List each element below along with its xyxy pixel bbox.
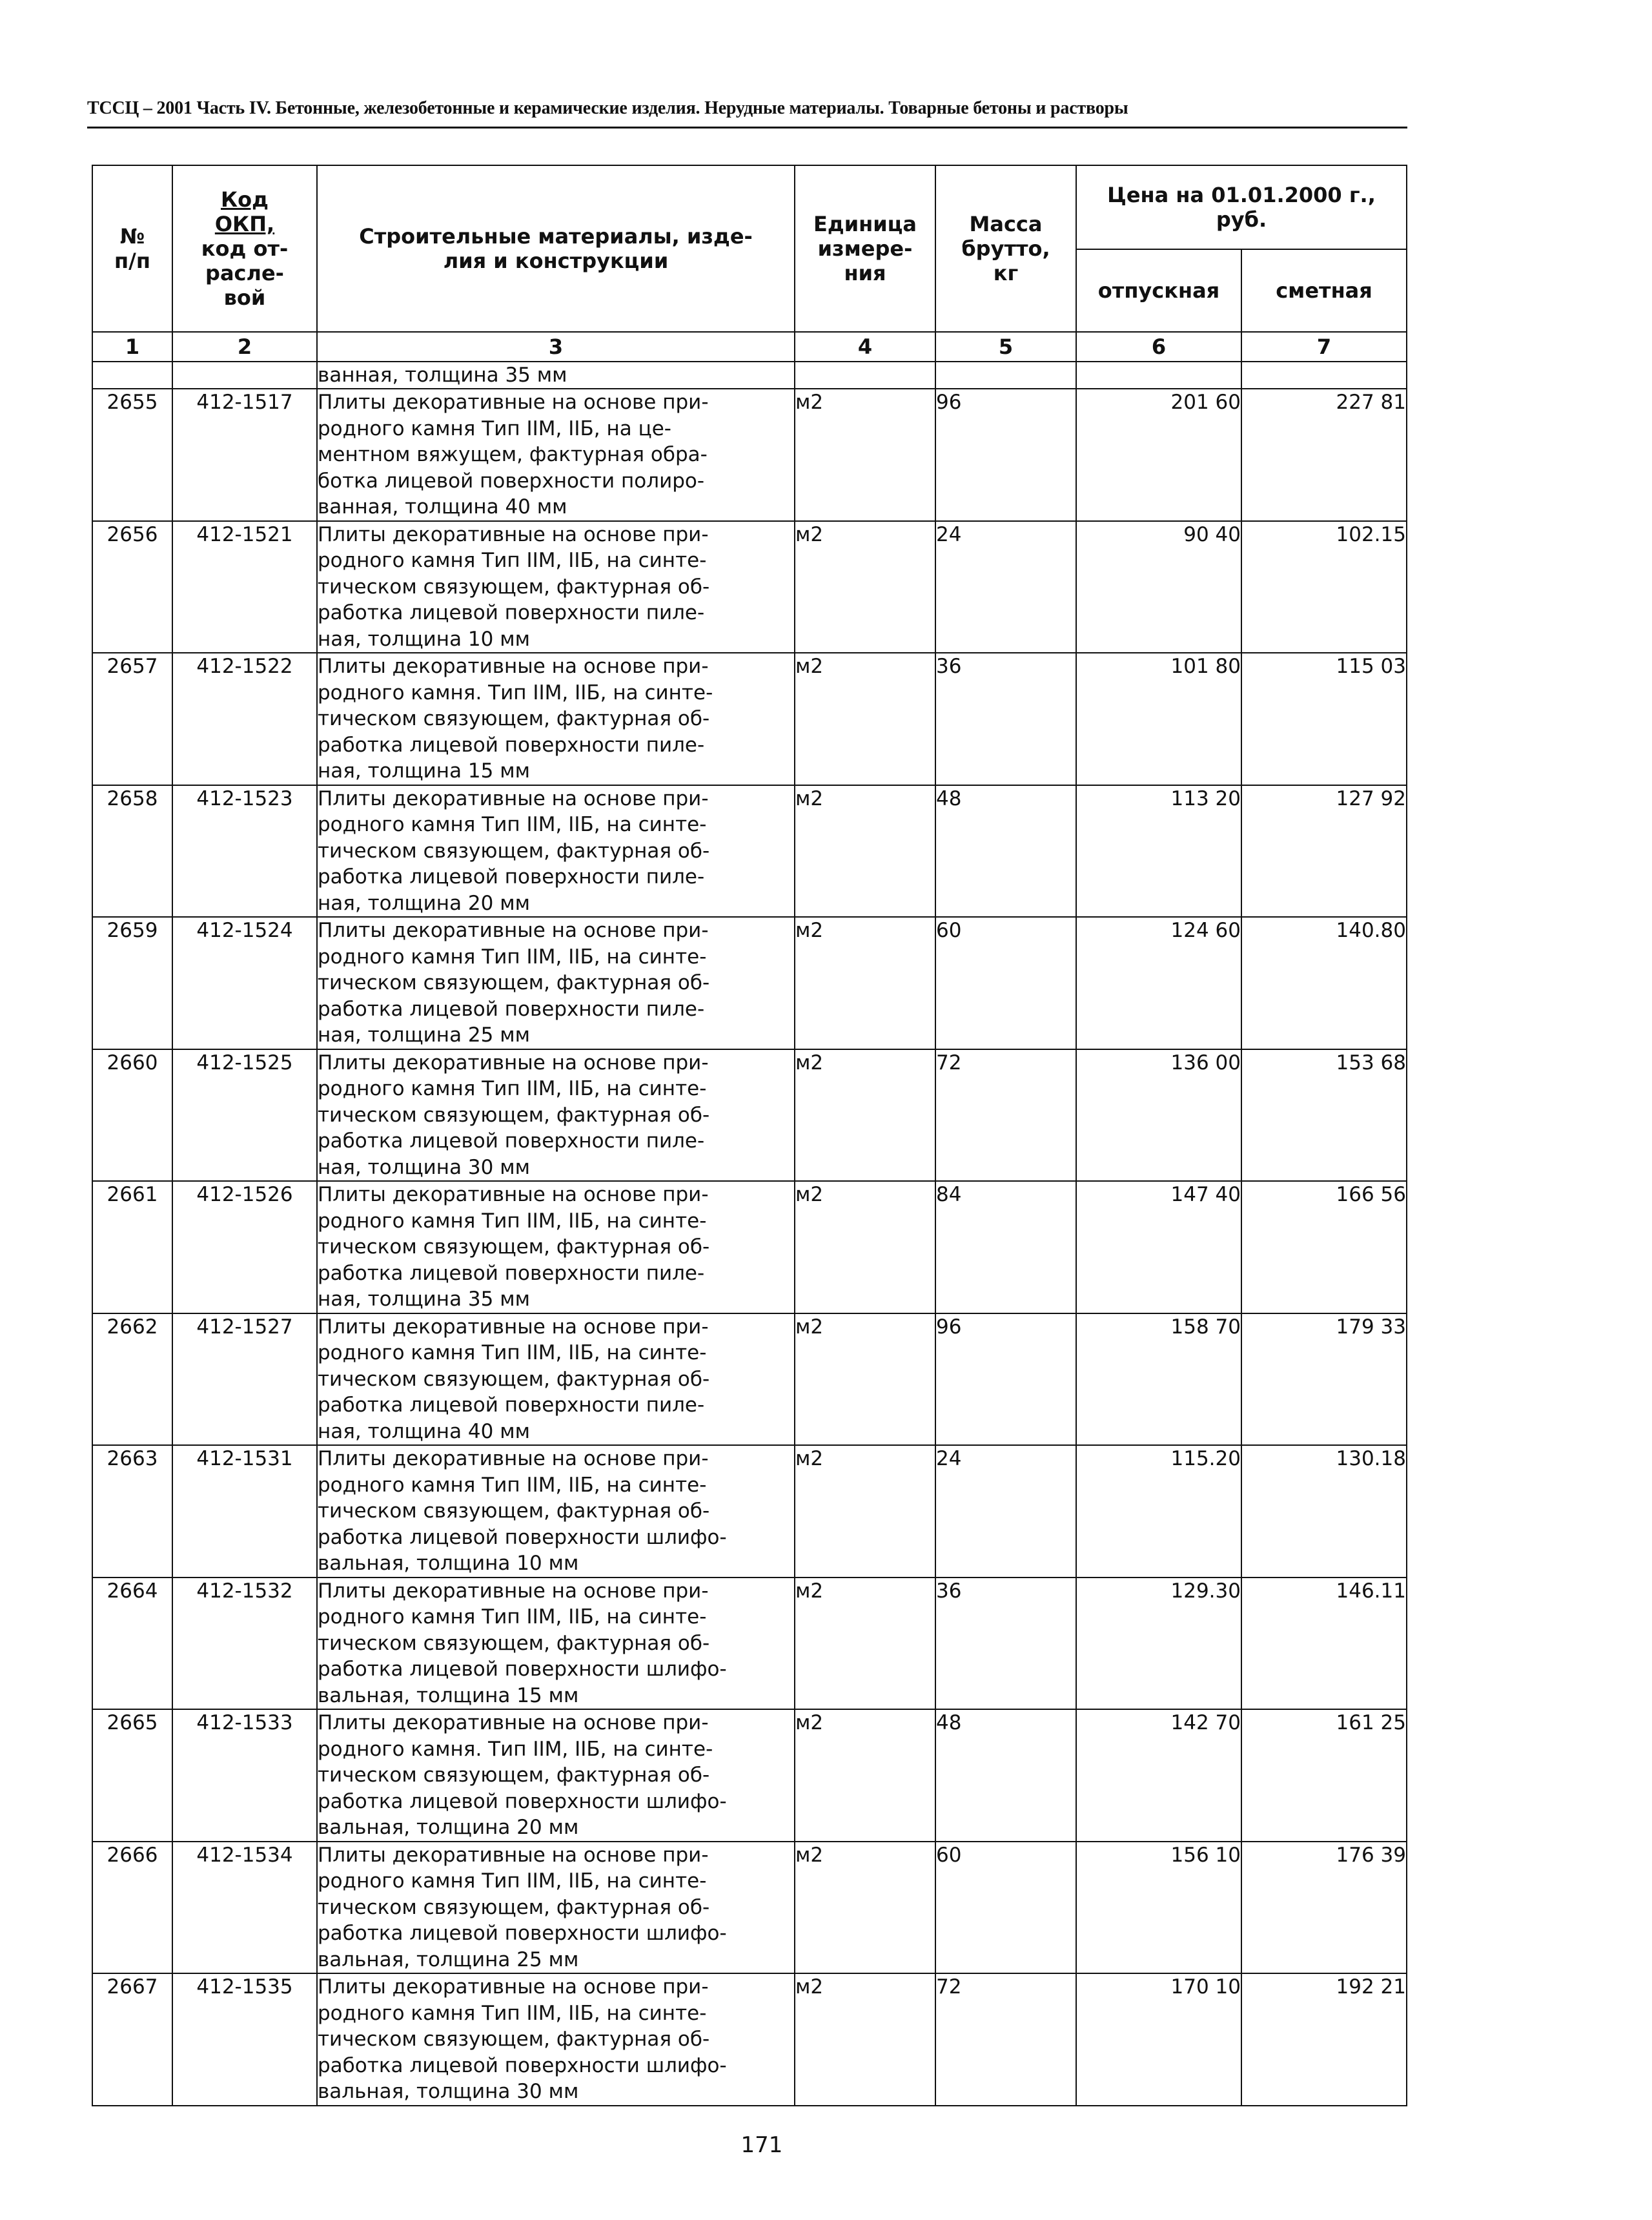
material-description: Плиты декоративные на основе при- родного камня Тип IIМ, IIБ, на це- ментном вяжущем, фактурная обра- ботка лицевой поверхности полиро- ванная, толщина 40 мм <box>317 389 795 521</box>
running-header: ТССЦ – 2001 Часть IV. Бетонные, железобетонные и керамические изделия. Нерудные материалы. Товарные бетоны и растворы <box>87 98 1128 118</box>
header-unit: Единица измере- ния <box>795 165 935 332</box>
empty-cell <box>795 362 935 389</box>
header-price-group: Цена на 01.01.2000 г., руб. <box>1076 165 1407 249</box>
release-price: 124 60 <box>1076 917 1241 1049</box>
gross-mass: 36 <box>935 653 1076 785</box>
gross-mass: 72 <box>935 1973 1076 2106</box>
material-description: Плиты декоративные на основе при- родного камня Тип IIМ, IIБ, на синте- тическом связующем, фактурная об- работка лицевой поверхности пиле- ная, толщина 25 мм <box>317 917 795 1049</box>
material-description: Плиты декоративные на основе при- родного камня Тип IIМ, IIБ, на синте- тическом связующем, фактурная об- работка лицевой поверхности пиле- ная, толщина 40 мм <box>317 1313 795 1446</box>
empty-cell <box>172 362 317 389</box>
material-description: Плиты декоративные на основе при- родного камня Тип IIМ, IIБ, на синте- тическом связующем, фактурная об- работка лицевой поверхности пиле- ная, толщина 10 мм <box>317 521 795 653</box>
estimate-price: 153 68 <box>1241 1049 1407 1182</box>
material-description: Плиты декоративные на основе при- родного камня Тип IIМ, IIБ, на синте- тическом связующем, фактурная об- работка лицевой поверхности шлифо- вальная, толщина 15 мм <box>317 1578 795 1710</box>
unit-of-measure: м2 <box>795 1445 935 1578</box>
gross-mass: 36 <box>935 1578 1076 1710</box>
okp-code: 412-1527 <box>172 1313 317 1446</box>
unit-of-measure: м2 <box>795 1313 935 1446</box>
unit-of-measure: м2 <box>795 389 935 521</box>
unit-of-measure: м2 <box>795 1973 935 2106</box>
release-price: 158 70 <box>1076 1313 1241 1446</box>
table-row <box>92 1973 1407 2106</box>
table-row <box>92 917 1407 1049</box>
header-mass: Масса брутто, кг <box>935 165 1076 332</box>
row-number: 2659 <box>92 917 172 1049</box>
gross-mass: 72 <box>935 1049 1076 1182</box>
column-number: 7 <box>1241 332 1407 362</box>
row-number: 2660 <box>92 1049 172 1182</box>
estimate-price: 127 92 <box>1241 785 1407 918</box>
release-price: 101 80 <box>1076 653 1241 785</box>
release-price: 156 10 <box>1076 1842 1241 1974</box>
material-description: Плиты декоративные на основе при- родного камня Тип IIМ, IIБ, на синте- тическом связующем, фактурная об- работка лицевой поверхности шлифо- вальная, толщина 30 мм <box>317 1973 795 2106</box>
unit-of-measure: м2 <box>795 785 935 918</box>
table-row <box>92 1842 1407 1974</box>
release-price: 142 70 <box>1076 1709 1241 1842</box>
okp-code: 412-1534 <box>172 1842 317 1974</box>
header-okp-code-sub: код от- расле- вой <box>201 236 289 310</box>
unit-of-measure: м2 <box>795 1181 935 1313</box>
unit-of-measure: м2 <box>795 1842 935 1974</box>
gross-mass: 60 <box>935 1842 1076 1974</box>
gross-mass: 60 <box>935 917 1076 1049</box>
column-number-row <box>92 332 1407 362</box>
table-row <box>92 1445 1407 1578</box>
gross-mass: 96 <box>935 389 1076 521</box>
unit-of-measure: м2 <box>795 917 935 1049</box>
gross-mass: 84 <box>935 1181 1076 1313</box>
okp-code: 412-1523 <box>172 785 317 918</box>
material-description: Плиты декоративные на основе при- родного камня Тип IIМ, IIБ, на синте- тическом связующем, фактурная об- работка лицевой поверхности шлифо- вальная, толщина 10 мм <box>317 1445 795 1578</box>
row-number: 2665 <box>92 1709 172 1842</box>
material-description: Плиты декоративные на основе при- родного камня Тип IIМ, IIБ, на синте- тическом связующем, фактурная об- работка лицевой поверхности пиле- ная, толщина 35 мм <box>317 1181 795 1313</box>
column-number: 2 <box>172 332 317 362</box>
continuation-text: ванная, толщина 35 мм <box>317 362 795 389</box>
okp-code: 412-1526 <box>172 1181 317 1313</box>
release-price: 201 60 <box>1076 389 1241 521</box>
table-row <box>92 1313 1407 1446</box>
material-description: Плиты декоративные на основе при- родного камня. Тип IIМ, IIБ, на синте- тическом связующем, фактурная об- работка лицевой поверхности пиле- ная, толщина 15 мм <box>317 653 795 785</box>
unit-of-measure: м2 <box>795 1049 935 1182</box>
estimate-price: 161 25 <box>1241 1709 1407 1842</box>
row-number: 2658 <box>92 785 172 918</box>
release-price: 136 00 <box>1076 1049 1241 1182</box>
empty-cell <box>1241 362 1407 389</box>
estimate-price: 146.11 <box>1241 1578 1407 1710</box>
column-number: 4 <box>795 332 935 362</box>
row-number: 2661 <box>92 1181 172 1313</box>
estimate-price: 140.80 <box>1241 917 1407 1049</box>
okp-code: 412-1517 <box>172 389 317 521</box>
table-row <box>92 785 1407 918</box>
okp-code: 412-1521 <box>172 521 317 653</box>
unit-of-measure: м2 <box>795 521 935 653</box>
okp-code: 412-1533 <box>172 1709 317 1842</box>
gross-mass: 24 <box>935 521 1076 653</box>
unit-of-measure: м2 <box>795 653 935 785</box>
unit-of-measure: м2 <box>795 1709 935 1842</box>
page-number: 171 <box>740 2132 783 2158</box>
row-number: 2663 <box>92 1445 172 1578</box>
table-row <box>92 521 1407 653</box>
okp-code: 412-1524 <box>172 917 317 1049</box>
table-row <box>92 1709 1407 1842</box>
gross-mass: 48 <box>935 1709 1076 1842</box>
row-number: 2656 <box>92 521 172 653</box>
estimate-price: 179 33 <box>1241 1313 1407 1446</box>
row-number: 2664 <box>92 1578 172 1710</box>
header-rule <box>87 127 1407 128</box>
price-table <box>92 165 1407 2106</box>
unit-of-measure: м2 <box>795 1578 935 1710</box>
header-price-estimate: сметная <box>1241 249 1407 332</box>
release-price: 90 40 <box>1076 521 1241 653</box>
row-number: 2655 <box>92 389 172 521</box>
release-price: 129.30 <box>1076 1578 1241 1710</box>
okp-code: 412-1535 <box>172 1973 317 2106</box>
column-number: 6 <box>1076 332 1241 362</box>
table-row <box>92 653 1407 785</box>
header-row-number: № п/п <box>92 165 172 332</box>
column-number: 1 <box>92 332 172 362</box>
release-price: 113 20 <box>1076 785 1241 918</box>
table-row <box>92 389 1407 521</box>
row-number: 2666 <box>92 1842 172 1974</box>
okp-code: 412-1525 <box>172 1049 317 1182</box>
release-price: 147 40 <box>1076 1181 1241 1313</box>
gross-mass: 24 <box>935 1445 1076 1578</box>
estimate-price: 102.15 <box>1241 521 1407 653</box>
estimate-price: 166 56 <box>1241 1181 1407 1313</box>
header-okp-code <box>172 165 317 332</box>
column-number: 5 <box>935 332 1076 362</box>
material-description: Плиты декоративные на основе при- родного камня Тип IIМ, IIБ, на синте- тическом связующем, фактурная об- работка лицевой поверхности пиле- ная, толщина 20 мм <box>317 785 795 918</box>
table-row <box>92 1578 1407 1710</box>
okp-code: 412-1532 <box>172 1578 317 1710</box>
release-price: 170 10 <box>1076 1973 1241 2106</box>
header-okp-code-main: Код ОКП, <box>214 187 275 236</box>
estimate-price: 115 03 <box>1241 653 1407 785</box>
table-row <box>92 1049 1407 1182</box>
release-price: 115.20 <box>1076 1445 1241 1578</box>
estimate-price: 130.18 <box>1241 1445 1407 1578</box>
row-number: 2667 <box>92 1973 172 2106</box>
okp-code: 412-1531 <box>172 1445 317 1578</box>
column-number: 3 <box>317 332 795 362</box>
okp-code: 412-1522 <box>172 653 317 785</box>
header-price-release: отпускная <box>1076 249 1241 332</box>
table-row <box>92 1181 1407 1313</box>
material-description: Плиты декоративные на основе при- родного камня. Тип IIМ, IIБ, на синте- тическом связующем, фактурная об- работка лицевой поверхности шлифо- вальная, толщина 20 мм <box>317 1709 795 1842</box>
row-number: 2657 <box>92 653 172 785</box>
gross-mass: 96 <box>935 1313 1076 1446</box>
gross-mass: 48 <box>935 785 1076 918</box>
row-number: 2662 <box>92 1313 172 1446</box>
header-materials: Строительные материалы, изде- лия и конструкции <box>317 165 795 332</box>
estimate-price: 227 81 <box>1241 389 1407 521</box>
estimate-price: 192 21 <box>1241 1973 1407 2106</box>
continuation-row <box>92 362 1407 389</box>
empty-cell <box>935 362 1076 389</box>
material-description: Плиты декоративные на основе при- родного камня Тип IIМ, IIБ, на синте- тическом связующем, фактурная об- работка лицевой поверхности пиле- ная, толщина 30 мм <box>317 1049 795 1182</box>
empty-cell <box>92 362 172 389</box>
empty-cell <box>1076 362 1241 389</box>
material-description: Плиты декоративные на основе при- родного камня Тип IIМ, IIБ, на синте- тическом связующем, фактурная об- работка лицевой поверхности шлифо- вальная, толщина 25 мм <box>317 1842 795 1974</box>
estimate-price: 176 39 <box>1241 1842 1407 1974</box>
